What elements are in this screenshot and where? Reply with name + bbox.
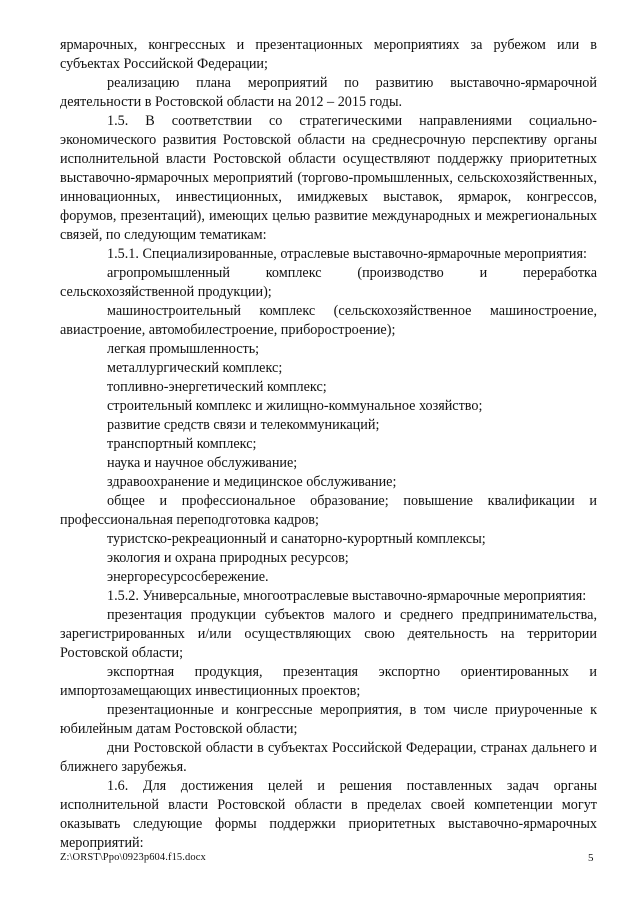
page-number: 5 bbox=[588, 852, 594, 864]
document-body bbox=[60, 36, 597, 853]
paragraph: транспортный комплекс; bbox=[107, 436, 257, 452]
paragraph: презентационные и конгрессные мероприятия, в том числе приуроченные к юбилейным датам Ростовской области; bbox=[60, 702, 597, 737]
paragraph: туристско-рекреационный и санаторно-курортный комплексы; bbox=[107, 531, 486, 547]
paragraph: 1.6. Для достижения целей и решения поставленных задач органы исполнительной власти Ростовской области в пределах своей компетенции могут оказывать следующие формы поддержки приоритетных выставочно-ярмарочных мероприятий: bbox=[60, 778, 597, 851]
paragraph: ярмарочных, конгрессных и презентационных мероприятиях за рубежом или в субъектах Российской Федерации; bbox=[60, 37, 597, 72]
paragraph: дни Ростовской области в субъектах Российской Федерации, странах дальнего и ближнего зарубежья. bbox=[60, 740, 597, 775]
paragraph: развитие средств связи и телекоммуникаций; bbox=[107, 417, 380, 433]
paragraph: металлургический комплекс; bbox=[107, 360, 283, 376]
footer-file-path: Z:\ORST\Ppo\0923p604.f15.docx bbox=[60, 852, 206, 863]
paragraph: 1.5.1. Специализированные, отраслевые выставочно-ярмарочные мероприятия: bbox=[107, 246, 587, 262]
paragraph: наука и научное обслуживание; bbox=[107, 455, 298, 471]
paragraph: здравоохранение и медицинское обслуживание; bbox=[107, 474, 397, 490]
paragraph: энергоресурсосбережение. bbox=[107, 569, 269, 585]
paragraph: топливно-энергетический комплекс; bbox=[107, 379, 327, 395]
paragraph: общее и профессиональное образование; повышение квалификации и профессиональная переподготовка кадров; bbox=[60, 493, 597, 528]
paragraph: 1.5.2. Универсальные, многоотраслевые выставочно-ярмарочные мероприятия: bbox=[107, 588, 587, 604]
paragraph: 1.5. В соответствии со стратегическими направлениями социально-экономического развития Ростовской области на среднесрочную перспективу органы исполнительной власти Ростовской области осуществляют поддержку приоритетных выставочно-ярмарочных мероприятий (торгово-промышленных, сельскохозяйственных, инновационных, инвестиционных, имиджевых выставок, ярмарок, конгрессов, форумов, презентаций), имеющих целью развитие международных и межрегиональных связей, по следующим тематикам: bbox=[60, 113, 597, 243]
paragraph: экспортная продукция, презентация экспортно ориентированных и импортозамещающих инвестиционных проектов; bbox=[60, 664, 597, 699]
paragraph: экология и охрана природных ресурсов; bbox=[107, 550, 349, 566]
paragraph: легкая промышленность; bbox=[107, 341, 260, 357]
paragraph: реализацию плана мероприятий по развитию выставочно-ярмарочной деятельности в Ростовской области на 2012 – 2015 годы. bbox=[60, 75, 597, 110]
paragraph: презентация продукции субъектов малого и среднего предпринимательства, зарегистрированных и/или осуществляющих свою деятельность на территории Ростовской области; bbox=[60, 607, 597, 661]
paragraph: машиностроительный комплекс (сельскохозяйственное машиностроение, авиастроение, автомобилестроение, приборостроение); bbox=[60, 303, 597, 338]
paragraph: строительный комплекс и жилищно-коммунальное хозяйство; bbox=[107, 398, 483, 414]
paragraph: агропромышленный комплекс (производство и переработка сельскохозяйственной продукции); bbox=[60, 265, 597, 300]
